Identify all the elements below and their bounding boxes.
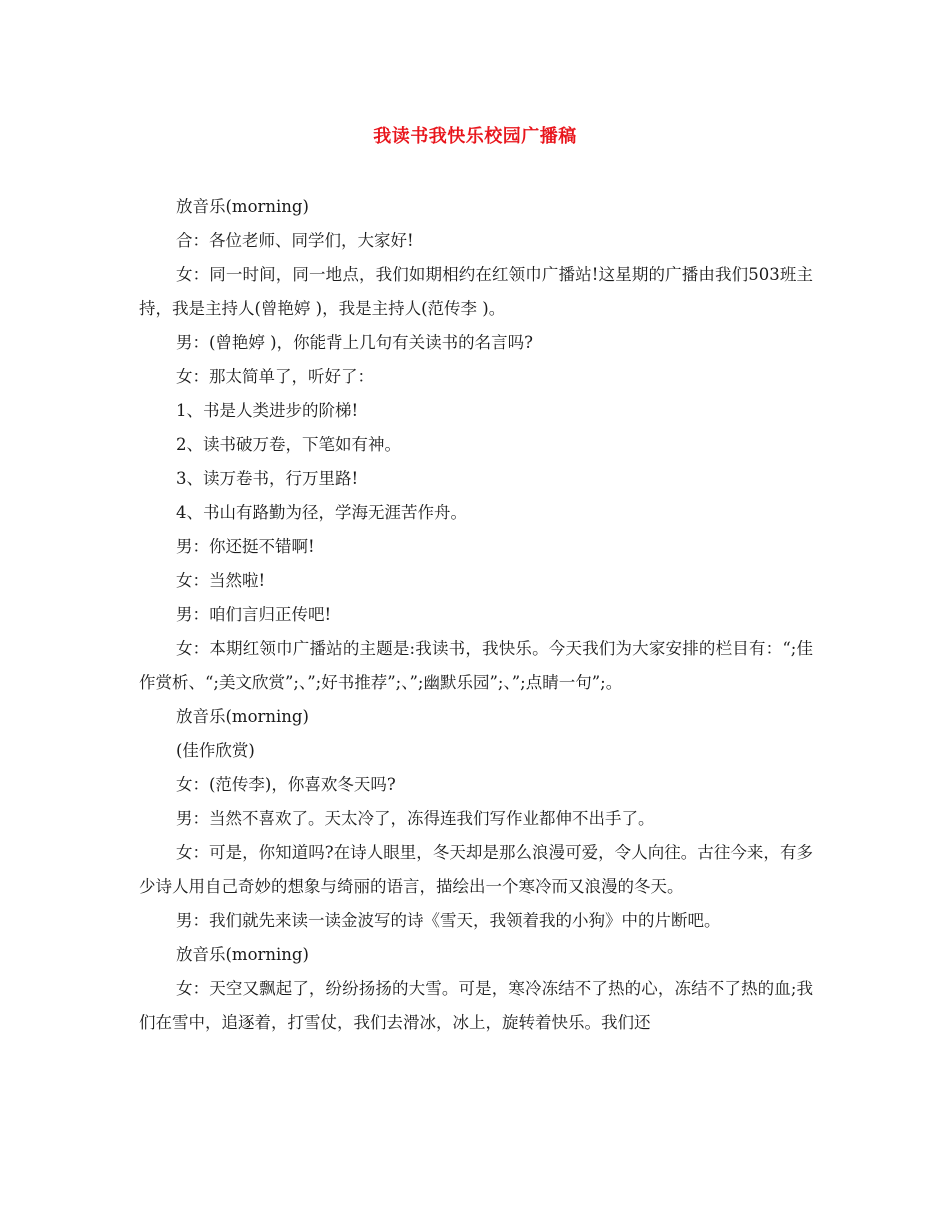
- paragraph: 男：当然不喜欢了。天太冷了，冻得连我们写作业都伸不出手了。: [176, 809, 655, 828]
- paragraph: 男：我们就先来读一读金波写的诗《雪天，我领着我的小狗》中的片断吧。: [176, 911, 721, 930]
- paragraph: 男：(曾艳婷 )，你能背上几句有关读书的名言吗?: [176, 333, 533, 352]
- paragraph: 女：天空又飘起了，纷纷扬扬的大雪。可是，寒冷冻结不了热的心，冻结不了热的血;我们在雪中，追逐着，打雪仗，我们去滑冰，冰上，旋转着快乐。我们还: [139, 979, 813, 1032]
- document-body: [139, 190, 813, 1040]
- paragraph: 女：那太简单了，听好了：: [176, 367, 374, 386]
- paragraph: 女：可是，你知道吗?在诗人眼里，冬天却是那么浪漫可爱，令人向往。古往今来，有多少诗人用自己奇妙的想象与绮丽的语言，描绘出一个寒冷而又浪漫的冬天。: [139, 843, 813, 896]
- paragraph: 女：当然啦!: [176, 571, 266, 590]
- paragraph: 女：(范传李)，你喜欢冬天吗?: [176, 775, 396, 794]
- paragraph: 合：各位老师、同学们，大家好!: [176, 231, 414, 250]
- paragraph: 女：同一时间，同一地点，我们如期相约在红领巾广播站!这星期的广播由我们503班主持，我是主持人(曾艳婷 )，我是主持人(范传李 )。: [139, 265, 813, 318]
- paragraph: 放音乐(morning): [176, 945, 309, 964]
- paragraph: 放音乐(morning): [176, 197, 309, 216]
- section-label: (佳作欣赏): [176, 741, 255, 760]
- list-item: 1、书是人类进步的阶梯!: [176, 401, 359, 420]
- paragraph: 男：你还挺不错啊!: [176, 537, 315, 556]
- list-item: 3、读万卷书，行万里路!: [176, 469, 359, 488]
- paragraph: 放音乐(morning): [176, 707, 309, 726]
- paragraph: 女：本期红领巾广播站的主题是:我读书，我快乐。今天我们为大家安排的栏目有：“;佳作赏析、“;美文欣赏”;、”;好书推荐”;、”;幽默乐园”;、”;点睛一句”;。: [139, 639, 813, 692]
- list-item: 4、书山有路勤为径，学海无涯苦作舟。: [176, 503, 467, 522]
- paragraph: 男：咱们言归正传吧!: [176, 605, 332, 624]
- document-title: 我读书我快乐校园广播稿: [373, 126, 577, 147]
- list-item: 2、读书破万卷，下笔如有神。: [176, 435, 401, 454]
